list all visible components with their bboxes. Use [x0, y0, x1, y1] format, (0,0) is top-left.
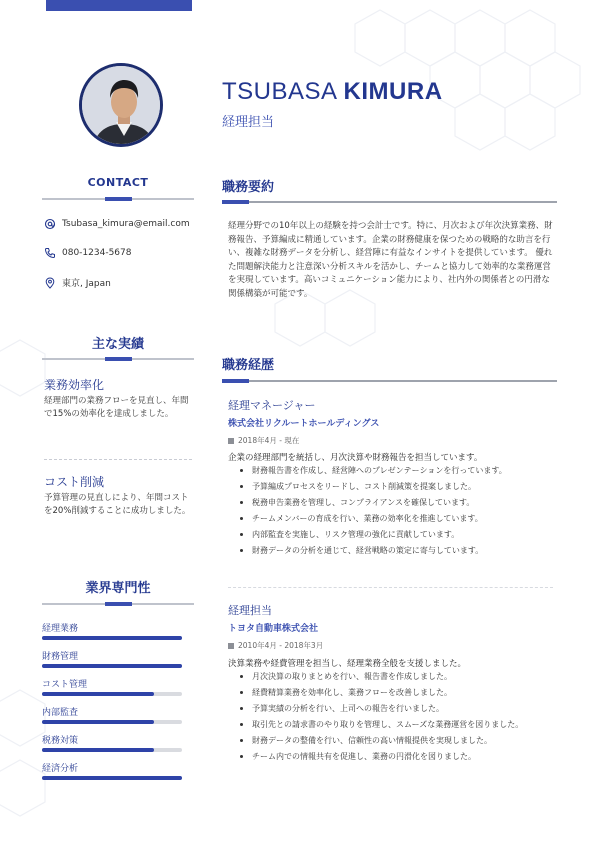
- job-bullet-list: [240, 671, 555, 767]
- first-name: TSUBASA: [222, 78, 338, 105]
- contact-location: [44, 276, 111, 289]
- skill-bar-fill: [42, 776, 182, 780]
- phone-text: 080-1234-5678: [62, 248, 132, 258]
- skill-bar-fill: [42, 748, 154, 752]
- top-accent-bar: [46, 0, 192, 11]
- list-item: 予算実績の分析を行い、上司への報告を行いました。: [240, 703, 555, 715]
- skill-bar-fill: [42, 720, 154, 724]
- job-date-text: 2018年4月 - 現在: [238, 436, 300, 445]
- skill-bar: [42, 664, 182, 668]
- list-item: 財務データの整備を行い、信頼性の高い情報提供を実現しました。: [240, 735, 555, 747]
- skills-heading-accent: [105, 602, 132, 606]
- summary-heading: 職務要約: [222, 180, 275, 195]
- skill-label: 財務管理: [42, 652, 79, 662]
- achievements-heading-accent: [105, 357, 132, 361]
- job-company: 株式会社リクルートホールディングス: [228, 419, 380, 429]
- email-text: Tsubasa_kimura@email.com: [62, 219, 190, 229]
- email-icon: [44, 218, 56, 230]
- skill-bar-fill: [42, 664, 182, 668]
- location-text: 東京, Japan: [62, 279, 111, 289]
- achievement-title: コスト削減: [44, 475, 105, 489]
- phone-icon: [44, 247, 56, 259]
- list-item: 予算編成プロセスをリードし、コスト削減策を提案しました。: [240, 481, 555, 493]
- skill-label: 経済分析: [42, 764, 79, 774]
- achievement-text: 予算管理の見直しにより、年間コストを20%削減することに成功しました。: [44, 493, 191, 516]
- experience-heading-rule: [222, 380, 557, 382]
- last-name: KIMURA: [343, 78, 443, 105]
- skill-bar: [42, 748, 182, 752]
- skills-heading: 業界専門性: [85, 581, 151, 596]
- job-description: 決算業務や経費管理を担当し、経理業務全般を支援しました。: [228, 659, 467, 669]
- list-item: チームメンバーの育成を行い、業務の効率化を推進しています。: [240, 513, 555, 525]
- calendar-icon: [228, 643, 234, 649]
- achievement-title: 業務効率化: [44, 378, 105, 392]
- job-company: トヨタ自動車株式会社: [228, 624, 319, 634]
- list-item: 税務申告業務を管理し、コンプライアンスを確保しています。: [240, 497, 555, 509]
- achievements-heading: 主な実績: [91, 337, 144, 352]
- achievement-separator: [44, 459, 192, 460]
- contact-email: [44, 218, 190, 230]
- job-role: 経理担当: [222, 115, 275, 130]
- skill-bar: [42, 720, 182, 724]
- skill-bar-fill: [42, 692, 154, 696]
- skill-bar-fill: [42, 636, 182, 640]
- list-item: 取引先との請求書のやり取りを管理し、スムーズな業務運営を図りました。: [240, 719, 555, 731]
- list-item: 月次決算の取りまとめを行い、報告書を作成しました。: [240, 671, 555, 683]
- job-date-text: 2010年4月 - 2018年3月: [238, 641, 324, 650]
- list-item: 財務データの分析を通じて、経営戦略の策定に寄与しています。: [240, 545, 555, 557]
- achievement-text: 経理部門の業務フローを見直し、年間で15%の効率化を達成しました。: [44, 396, 189, 419]
- skill-bar: [42, 776, 182, 780]
- skill-label: 税務対策: [42, 736, 79, 746]
- skill-label: コスト管理: [42, 680, 88, 690]
- experience-heading-accent: [222, 379, 249, 383]
- job-description: 企業の経理部門を統括し、月次決算や財務報告を担当しています。: [228, 453, 483, 463]
- job-bullet-list: [240, 465, 555, 561]
- job-title: 経理担当: [228, 604, 272, 617]
- job-title: 経理マネージャー: [228, 399, 316, 412]
- summary-heading-rule: [222, 201, 557, 203]
- experience-heading: 職務経歴: [222, 358, 275, 373]
- contact-heading: CONTACT: [87, 176, 149, 189]
- contact-phone: [44, 247, 131, 259]
- skill-bar: [42, 692, 182, 696]
- list-item: 財務報告書を作成し、経営陣へのプレゼンテーションを行っています。: [240, 465, 555, 477]
- summary-text: 経理分野での10年以上の経験を持つ会計士です。特に、月次および年次決算業務、財務報告、予算編成に精通しています。企業の財務健康を保つための戦略的な助言を行い、複雑な財務データを分析し、経営陣に有益なインサイトを提供しています。 優れた問題解決能力と注意深い分析スキルを活かし、チームと協力して効率的な業務運営を実現しています。高いコミュニケーション能力により、社内外の関係者との円滑な関係構築が可能です。: [228, 221, 553, 299]
- profile-photo: [79, 63, 163, 147]
- list-item: チーム内での情報共有を促進し、業務の円滑化を図りました。: [240, 751, 555, 763]
- job-date: [228, 640, 323, 651]
- calendar-icon: [228, 438, 234, 444]
- job-date: [228, 435, 299, 446]
- contact-heading-accent: [105, 197, 132, 201]
- list-item: 経費精算業務を効率化し、業務フローを改善しました。: [240, 687, 555, 699]
- skill-label: 経理業務: [42, 624, 79, 634]
- summary-heading-accent: [222, 200, 249, 204]
- job-separator: [228, 587, 553, 588]
- list-item: 内部監査を実施し、リスク管理の強化に貢献しています。: [240, 529, 555, 541]
- skill-bar: [42, 636, 182, 640]
- skill-label: 内部監査: [42, 708, 79, 718]
- map-pin-icon: [44, 277, 56, 289]
- full-name: [222, 78, 443, 106]
